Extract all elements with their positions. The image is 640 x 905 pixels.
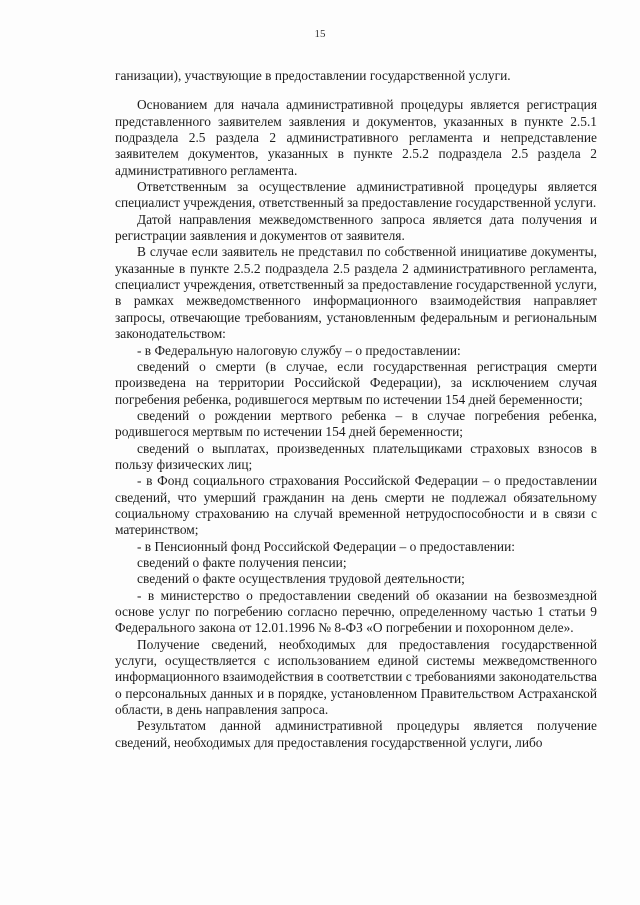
paragraph-continuation: ганизации), участвующие в предоставлении государственной услуги. (115, 68, 511, 83)
list-item-pension-receipt: сведений о факте получения пенсии; (137, 554, 347, 570)
list-item-pension-fund: - в Пенсионный фонд Российской Федерации – о предоставлении: (137, 538, 515, 554)
list-item-employment: сведений о факте осуществления трудовой деятельности; (137, 571, 465, 587)
list-item-tax-service: - в Федеральную налоговую службу – о предоставлении: (137, 342, 461, 358)
document-body (115, 68, 597, 751)
paragraph-request-date: Датой направления межведомственного запроса является дата получения и регистрации заявления и документов от заявителя. (115, 211, 597, 244)
paragraph-interagency-requests: В случае если заявитель не представил по собственной инициативе документы, указанные в пункте 2.5.2 подраздела 2.5 раздела 2 административного регламента, специалист учреждения, ответственный за предоставление государственной услуги, в рамках межведомственного информационного взаимодействия направляет запросы, отвечающие требованиям, установленным федеральным и региональным законодательством: (115, 244, 597, 342)
list-item-stillbirth-info: сведений о рождении мертвого ребенка – в случае погребения ребенка, родившегося мертвым по истечении 154 дней беременности; (115, 407, 597, 440)
paragraph-responsible: Ответственным за осуществление административной процедуры является специалист учреждения, ответственный за предоставление государственной услуги. (115, 179, 597, 211)
list-item-ministry: - в министерство о предоставлении сведений об оказании на безвозмездной основе услуг по погребению согласно перечню, определенному частью 1 статьи 9 Федерального закона от 12.01.1996 № 8-ФЗ «О погребении и похоронном деле». (115, 587, 597, 636)
list-item-payments-info: сведений о выплатах, произведенных плательщиками страховых взносов в пользу физических лиц; (115, 440, 597, 472)
page-number: 15 (314, 28, 326, 40)
list-item-social-insurance-fund: - в Фонд социального страхования Российской Федерации – о предоставлении сведений, что умерший гражданин на день смерти не подлежал обязательному социальному страхованию на случай временной нетрудоспособности и в связи с материнством; (115, 473, 597, 538)
list-item-death-info: сведений о смерти (в случае, если государственная регистрация смерти произведена на территории Российской Федерации), за исключением случая погребения ребенка, родившегося мертвым по истечении 154 дней беременности; (115, 358, 597, 407)
paragraph-basis: Основанием для начала административной процедуры является регистрация представленного заявителем заявления и документов, указанных в пункте 2.5.1 подраздела 2.5 раздела 2 административного регламента и непредставление заявителем документов, указанных в пункте 2.5.2 подраздела 2.5 раздела 2 административного регламента. (115, 97, 597, 178)
paragraph-result: Результатом данной административной процедуры является получение сведений, необходимых для предоставления государственной услуги, либо (115, 718, 597, 750)
paragraph-obtaining-info: Получение сведений, необходимых для предоставления государственной услуги, осуществляется с использованием единой системы межведомственного информационного взаимодействия в соответствии с требованиями законодательства о персональных данных и в порядке, установленном Правительством Астраханской области, в день направления запроса. (115, 636, 597, 718)
